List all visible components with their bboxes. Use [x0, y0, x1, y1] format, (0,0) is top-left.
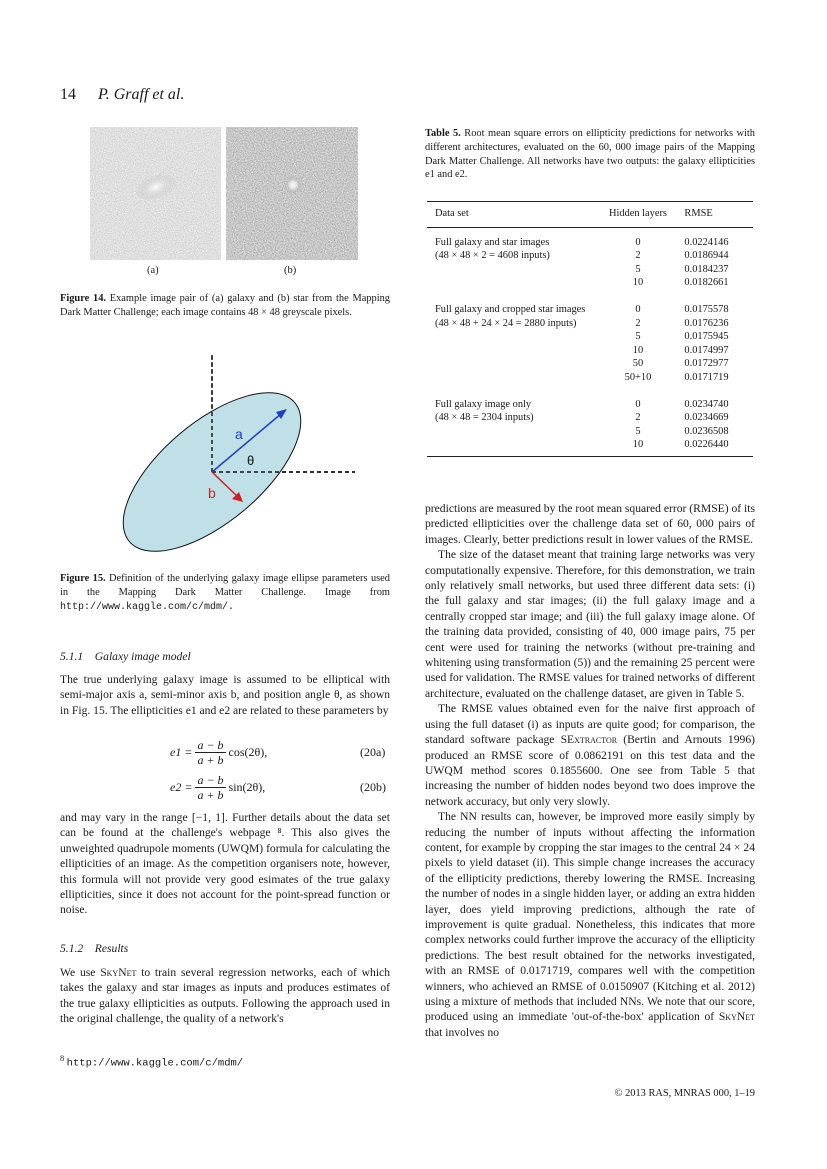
dataset-detail-cell — [427, 438, 596, 452]
rmse-cell: 0.0175945 — [684, 331, 729, 343]
table-5-caption — [425, 127, 755, 182]
rmse-cell: 0.0186944 — [684, 250, 729, 262]
dataset-name-cell: Full galaxy image only — [435, 398, 532, 410]
star-image — [226, 127, 358, 260]
paragraph-rmse-values: The RMSE values obtained even for the naive first approach of using the full dataset (i) as inputs are quite good; for comparison, the standard software package SExtractor (Bertin and Arnouts 1996) produced an RMSE score of 0.0862191 on this test data and the UWQM method scores 0.1855600. One see from Table 5 that increasing the number of hidden nodes beyond two does improve the network accuracy, but only very slowly. — [425, 702, 755, 808]
footnote-url: http://www.kaggle.com/c/mdm/ — [66, 1057, 244, 1070]
table-row — [427, 438, 753, 452]
table-5-grid — [427, 202, 753, 456]
hidden-layers-cell: 10 — [632, 344, 644, 356]
table-header-cell: Hidden layers — [608, 208, 667, 219]
table-header-row — [427, 202, 753, 227]
table-row — [427, 263, 753, 277]
figure-15-caption-text: Definition of the underlying galaxy image ellipse parameters used in the Mapping Dark Matter Challenge. Image from — [60, 573, 390, 598]
dataset-detail-cell — [427, 276, 596, 290]
section-512-heading: 5.1.2 Results — [60, 942, 129, 955]
hidden-layers-cell: 50 — [632, 358, 644, 370]
rmse-cell: 0.0234740 — [684, 398, 729, 410]
footnote-mark: 8 — [60, 1054, 65, 1063]
table-5 — [427, 201, 753, 457]
table-row — [427, 411, 753, 425]
rmse-cell: 0.0236508 — [684, 425, 729, 437]
dataset-detail-cell: (48 × 48 + 24 × 24 = 2880 inputs) — [435, 317, 577, 329]
dataset-detail-cell: (48 × 48 = 2304 inputs) — [435, 412, 534, 424]
rmse-cell: 0.0182661 — [684, 277, 729, 289]
figure-15-diagram — [110, 350, 360, 555]
figure-14-images — [90, 127, 358, 261]
hidden-layers-cell: 0 — [635, 236, 641, 248]
paragraph-nn-results: The NN results can, however, be improved more easily simply by reducing the number of inputs without affecting the information content, for example by cropping the star images to the central 24 × 24 pixels to yield dataset (ii). This simple change increases the accuracy of the ellipticity predictions, thereby lowering the RMSE. Increasing the number of nodes in a single hidden layer, or adding an extra hidden layer, does yield improving predictions, although the rate of improvement is quite gradual. Nonetheless, this indicates that more complex networks could further improve the accuracy of the ellipticity predictions. The best result obtained for the networks investigated, with an RMSE of 0.0171719, compares well with the competition winners, who achieved an RMSE of 0.0150907 (Kitching et al. 2012) using a mixture of methods that included NNs. We note that our score, produced using an immediate 'out-of-the-box' application of SkyNet that involves no — [425, 810, 755, 1039]
section-511-para2: and may vary in the range [−1, 1]. Further details about the data set can be found at the challenge's webpage ⁸. This also gives the unweighted quadrupole moments (UWQM) formula for calculating the ellipticities of an image. As the competition organisers note, however, this formula will not provide very good esimates of the true galaxy ellipticities, since it does not account for the point-spread function or noise. — [60, 811, 391, 917]
dataset-detail-cell — [427, 425, 596, 439]
hidden-layers-cell: 5 — [635, 263, 641, 275]
paragraph-rmse-definition: predictions are measured by the root mean squared error (RMSE) of its predicted ellipticities over the challenge data set of 60, 000 pairs of images. Clearly, better predictions result in lower values of the RMSE. — [425, 502, 755, 546]
table-row — [427, 344, 753, 358]
section-511-heading: 5.1.1 Galaxy image model — [60, 650, 191, 663]
skynet-name: SkyNet — [100, 966, 137, 979]
rmse-cell: 0.0176236 — [684, 317, 729, 329]
dataset-name-cell: Full galaxy and star images — [435, 236, 550, 248]
figure-15-caption-url: http://www.kaggle.com/c/mdm/. — [60, 601, 235, 613]
table-row — [427, 317, 753, 331]
running-header — [60, 86, 184, 104]
sextractor-name: SExtractor — [560, 733, 618, 747]
galaxy-ellipse — [110, 364, 327, 555]
figure-14-label-a: (a) — [147, 265, 159, 276]
dataset-name-cell: Full galaxy and cropped star images — [435, 303, 586, 315]
skynet-name-2: SkyNet — [718, 1010, 755, 1024]
running-authors: P. Graff et al. — [98, 86, 185, 103]
paragraph-dataset-size: The size of the dataset meant that training large networks was very computationally expensive. Therefore, for this demonstration, we train only relatively small networks, but used three different data sets: (i) the full galaxy and star images; (ii) the full galaxy image and a centrally cropped star image; and (iii) the full galaxy image alone. Of the training data provided, consisting of 40, 000 image pairs, 75 per cent were used for training the networks (without pre-training and whitening using transformation (5)) and the remaining 25 percent were used for validation. The RMSE values for trained networks of different architecture, evaluated on the challenge dataset, are given in Table 5. — [425, 548, 755, 700]
label-theta: θ — [247, 453, 255, 468]
galaxy-image — [90, 127, 221, 260]
table-row — [427, 249, 753, 263]
equation-20a: e1 = $\frac{a - b}{a + b}$ cos(2θ), — [170, 738, 268, 767]
dataset-detail-cell — [427, 263, 596, 277]
label-a: a — [235, 426, 243, 442]
table-row — [427, 425, 753, 439]
table-row — [427, 276, 753, 290]
hidden-layers-cell: 2 — [635, 412, 641, 424]
dataset-detail-cell — [427, 371, 596, 385]
hidden-layers-cell: 5 — [635, 331, 641, 343]
hidden-layers-cell: 50+10 — [624, 371, 652, 383]
hidden-layers-cell: 10 — [632, 439, 644, 451]
rmse-cell: 0.0226440 — [684, 439, 729, 451]
footer-copyright: © 2013 RAS, MNRAS 000, 1–19 — [614, 1088, 755, 1099]
rmse-cell: 0.0171719 — [684, 371, 729, 383]
table-header-cell: Data set — [435, 208, 469, 219]
rmse-cell: 0.0234669 — [684, 412, 729, 424]
right-column-text — [425, 501, 755, 1040]
equation-20b: e2 = $\frac{a - b}{a + b}$ sin(2θ), — [170, 773, 266, 802]
figure-14-caption-label: Figure 14. — [60, 293, 106, 304]
footnote — [60, 1054, 243, 1069]
hidden-layers-cell: 0 — [635, 398, 641, 410]
dataset-detail-cell — [427, 357, 596, 371]
rmse-cell: 0.0184237 — [684, 263, 729, 275]
hidden-layers-cell: 0 — [635, 303, 641, 315]
rmse-cell: 0.0175578 — [684, 303, 729, 315]
figure-14-label-b: (b) — [284, 265, 297, 276]
page-number: 14 — [60, 86, 76, 103]
dataset-detail-cell — [427, 344, 596, 358]
dataset-detail-cell — [427, 330, 596, 344]
table-row — [427, 371, 753, 385]
hidden-layers-cell: 2 — [635, 250, 641, 262]
hidden-layers-cell: 10 — [632, 277, 644, 289]
table-row — [427, 330, 753, 344]
figure-14-caption — [60, 292, 390, 320]
dataset-detail-cell: (48 × 48 × 2 = 4608 inputs) — [435, 250, 550, 262]
section-512-para1: We use SkyNet to train several regression networks, each of which takes the galaxy and star images as inputs and produces estimates of the true galaxy ellipticities as outputs. Following the approach used in the original challenge, the quality of a network's — [60, 966, 390, 1026]
figure-14-caption-text: Example image pair of (a) galaxy and (b) star from the Mapping Dark Matter Challenge; each image contains 48 × 48 greyscale pixels. — [60, 293, 390, 318]
equation-20b-number: (20b) — [360, 780, 386, 794]
eq-20b-lhs: e2 = — [170, 780, 193, 794]
equation-20a-number: (20a) — [360, 745, 386, 759]
hidden-layers-cell: 5 — [635, 425, 641, 437]
label-b: b — [208, 485, 216, 501]
rmse-cell: 0.0174997 — [684, 344, 729, 356]
table-row — [427, 303, 753, 317]
figure-15-caption-label: Figure 15. — [60, 573, 106, 584]
eq-20a-lhs: e1 = — [170, 745, 193, 759]
table-5-caption-label: Table 5. — [425, 128, 461, 139]
table-row — [427, 398, 753, 412]
table-row — [427, 236, 753, 250]
table-header-cell: RMSE — [684, 208, 713, 219]
hidden-layers-cell: 2 — [635, 317, 641, 329]
rmse-cell: 0.0224146 — [684, 236, 729, 248]
section-511-para1: The true underlying galaxy image is assumed to be elliptical with semi-major axis a, semi-minor axis b, and position angle θ, as shown in Fig. 15. The ellipticities e1 and e2 are related to these parameters by — [60, 673, 390, 717]
figure-15-caption — [60, 572, 390, 614]
rmse-cell: 0.0172977 — [684, 358, 729, 370]
table-5-caption-text: Root mean square errors on ellipticity predictions for networks with different architectures, evaluated on the 60, 000 image pairs of the Mapping Dark Matter Challenge. All networks have two outputs: the galaxy ellipticities e1 and e2. — [425, 128, 755, 181]
table-row — [427, 357, 753, 371]
